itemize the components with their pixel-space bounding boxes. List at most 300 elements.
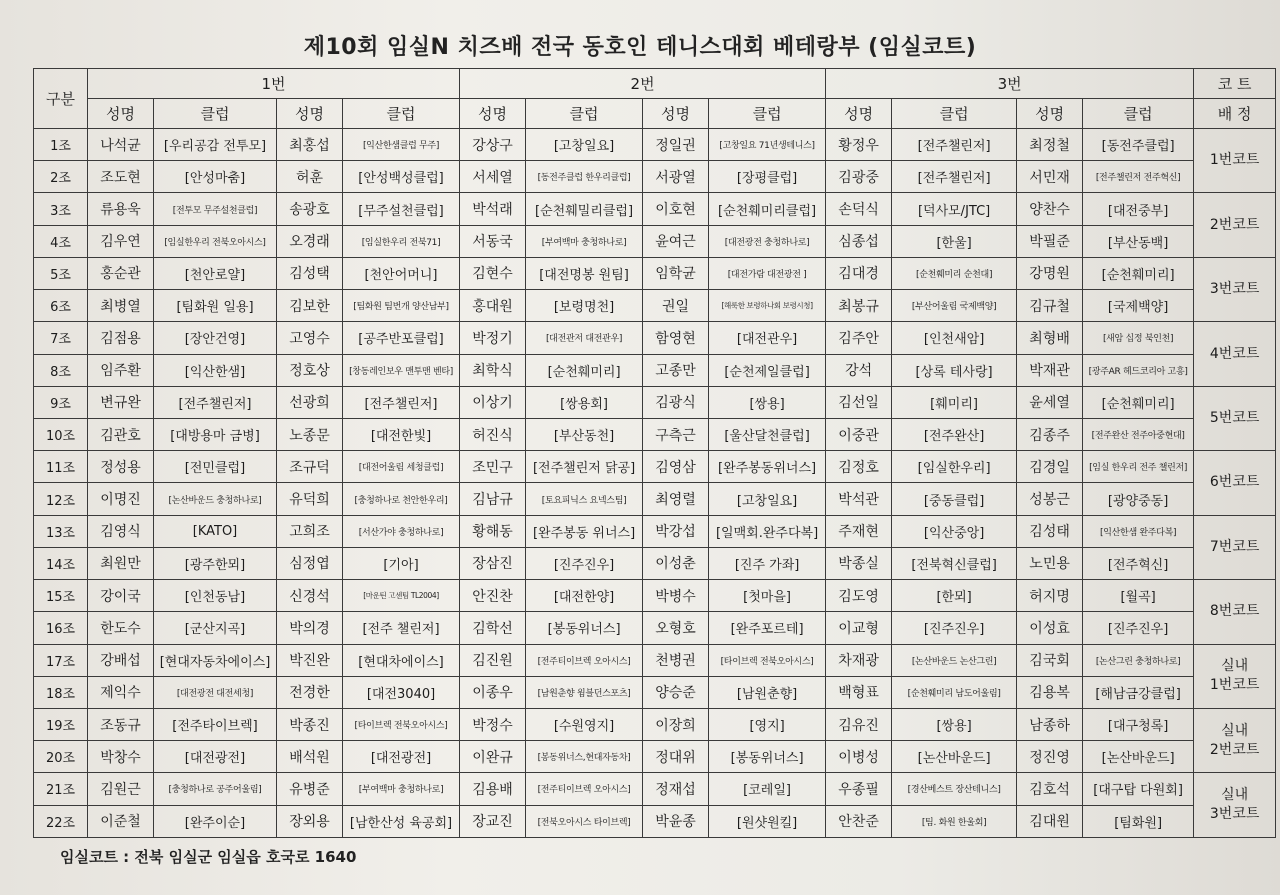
player-name: 이성춘 xyxy=(643,547,709,579)
bracket-table xyxy=(33,68,1276,838)
player-club: [충청하나로 공주어울림] xyxy=(154,773,277,805)
player-club: [안성마춤] xyxy=(154,161,277,193)
group-label: 10조 xyxy=(34,418,88,450)
player-club: [쌍용] xyxy=(709,386,826,418)
group-label: 16조 xyxy=(34,612,88,644)
table-row xyxy=(34,644,1276,676)
player-name: 양찬수 xyxy=(1017,193,1083,225)
player-club: [인천동남] xyxy=(154,580,277,612)
player-name: 최학식 xyxy=(460,354,526,386)
court-label-line: 1번코트 xyxy=(1209,152,1260,169)
player-name: 최병열 xyxy=(88,290,154,322)
player-club: [순천훼미리] xyxy=(1083,257,1194,289)
player-name: 이병성 xyxy=(826,741,892,773)
player-name: 김영식 xyxy=(88,515,154,547)
court-assignment xyxy=(1194,773,1276,838)
group-label: 11조 xyxy=(34,451,88,483)
player-club: [전주챌린저] xyxy=(892,129,1017,161)
player-club: [대방용마 금병] xyxy=(154,418,277,450)
court-assignment xyxy=(1194,257,1276,321)
group-label: 15조 xyxy=(34,580,88,612)
player-name: 강명원 xyxy=(1017,257,1083,289)
court-label-line: 4번코트 xyxy=(1209,345,1260,362)
player-club: [부산동천] xyxy=(526,418,643,450)
player-club: [대구청록] xyxy=(1083,708,1194,740)
court-label-line: 2번코트 xyxy=(1209,216,1260,233)
player-club: [팀. 화원 한울회] xyxy=(892,805,1017,837)
player-club: [대전광전] xyxy=(154,741,277,773)
table-row xyxy=(34,676,1276,708)
table-row xyxy=(34,515,1276,547)
player-club: [임실 한우리 전주 챌린저] xyxy=(1083,451,1194,483)
court-assignment xyxy=(1194,386,1276,450)
player-club: [진주 가좌] xyxy=(709,547,826,579)
player-club: [부여백마 충청하나로] xyxy=(343,773,460,805)
player-name: 한도수 xyxy=(88,612,154,644)
player-name: 김정호 xyxy=(826,451,892,483)
player-club: [대전관우] xyxy=(709,322,826,354)
player-club: [봉동위너스,현대자동차] xyxy=(526,741,643,773)
court-assignment xyxy=(1194,515,1276,579)
player-club: [순천훼미리 순천대] xyxy=(892,257,1017,289)
player-name: 최원만 xyxy=(88,547,154,579)
group-header: 구분 xyxy=(34,69,88,129)
club-column-header: 클럽 xyxy=(709,99,826,129)
court-header-top: 코 트 xyxy=(1194,69,1276,99)
player-club: [보령명천] xyxy=(526,290,643,322)
player-club: [쌍용] xyxy=(892,708,1017,740)
player-name: 심종섭 xyxy=(826,225,892,257)
player-club: [대전광전 충청하나로] xyxy=(709,225,826,257)
player-club: [훼미리] xyxy=(892,386,1017,418)
group-label: 5조 xyxy=(34,257,88,289)
player-name: 이준철 xyxy=(88,805,154,837)
player-club: [순천훼미리 남도어울림] xyxy=(892,676,1017,708)
player-club: [동전주클럽] xyxy=(1083,129,1194,161)
player-name: 강이국 xyxy=(88,580,154,612)
court-label-line: 3번코트 xyxy=(1209,281,1260,298)
player-name: 김호석 xyxy=(1017,773,1083,805)
player-club: [일맥회.완주다복] xyxy=(709,515,826,547)
player-name: 김성택 xyxy=(277,257,343,289)
player-club: [전주타이브렉] xyxy=(154,708,277,740)
player-name: 정대위 xyxy=(643,741,709,773)
table-row xyxy=(34,451,1276,483)
player-name: 고희조 xyxy=(277,515,343,547)
player-club: [공주반포클럽] xyxy=(343,322,460,354)
group-label: 7조 xyxy=(34,322,88,354)
player-name: 서광열 xyxy=(643,161,709,193)
player-name: 김보한 xyxy=(277,290,343,322)
player-name: 최형배 xyxy=(1017,322,1083,354)
court-label-line: 6번코트 xyxy=(1209,474,1260,491)
player-club: [현대차에이스] xyxy=(343,644,460,676)
player-club: [쌍용회] xyxy=(526,386,643,418)
player-club: [대구탑 다원회] xyxy=(1083,773,1194,805)
player-name: 이완규 xyxy=(460,741,526,773)
player-name: 김국회 xyxy=(1017,644,1083,676)
table-row xyxy=(34,418,1276,450)
court-label-line: 7번코트 xyxy=(1209,538,1260,555)
group-label: 9조 xyxy=(34,386,88,418)
player-club: [원샷원킬] xyxy=(709,805,826,837)
table-row xyxy=(34,741,1276,773)
club-column-header: 클럽 xyxy=(526,99,643,129)
player-name: 양승준 xyxy=(643,676,709,708)
player-club: [논산바운드] xyxy=(892,741,1017,773)
player-name: 김영삼 xyxy=(643,451,709,483)
player-club: [부여백마 충청하나로] xyxy=(526,225,643,257)
player-name: 김주안 xyxy=(826,322,892,354)
player-name: 김용배 xyxy=(460,773,526,805)
player-club: [중동클럽] xyxy=(892,483,1017,515)
player-name: 박석관 xyxy=(826,483,892,515)
court-assignment xyxy=(1194,193,1276,257)
player-club: [코레일] xyxy=(709,773,826,805)
player-club: [전주챌린저 닭공] xyxy=(526,451,643,483)
player-club: [완주봉동 위너스] xyxy=(526,515,643,547)
player-club: [덕사모/JTC] xyxy=(892,193,1017,225)
player-name: 허훈 xyxy=(277,161,343,193)
player-club: [광양중동] xyxy=(1083,483,1194,515)
player-club: [익산중앙] xyxy=(892,515,1017,547)
court-label-line: 실내 xyxy=(1221,658,1249,675)
court-assignment xyxy=(1194,708,1276,772)
player-club: [논산그린 충청하나로] xyxy=(1083,644,1194,676)
player-club: [임실한우리 전북71] xyxy=(343,225,460,257)
table-row xyxy=(34,483,1276,515)
court-header-bottom: 배 정 xyxy=(1194,99,1276,129)
player-name: 최영렬 xyxy=(643,483,709,515)
player-club: [고창일요] xyxy=(526,129,643,161)
group-label: 20조 xyxy=(34,741,88,773)
player-name: 손덕식 xyxy=(826,193,892,225)
player-club: [창동레인보우 맨투맨 벤타] xyxy=(343,354,460,386)
group-label: 8조 xyxy=(34,354,88,386)
player-club: [국제백양] xyxy=(1083,290,1194,322)
group-label: 19조 xyxy=(34,708,88,740)
player-club: [광주AR 헤드코리아 고흥] xyxy=(1083,354,1194,386)
player-club: [봉동위너스] xyxy=(709,741,826,773)
name-column-header: 성명 xyxy=(1017,99,1083,129)
court-label-line: 3번코트 xyxy=(1209,806,1260,823)
player-club: [수원영지] xyxy=(526,708,643,740)
section-header-3: 3번 xyxy=(826,69,1194,99)
player-name: 허진식 xyxy=(460,418,526,450)
player-name: 이호현 xyxy=(643,193,709,225)
player-name: 정일권 xyxy=(643,129,709,161)
player-name: 김관호 xyxy=(88,418,154,450)
player-club: [남한산성 육공회] xyxy=(343,805,460,837)
player-name: 강상구 xyxy=(460,129,526,161)
player-name: 정호상 xyxy=(277,354,343,386)
player-club: [한울] xyxy=(892,225,1017,257)
player-club: [인천새암] xyxy=(892,322,1017,354)
player-club: [대전관저 대전관우] xyxy=(526,322,643,354)
court-assignment xyxy=(1194,580,1276,644)
player-name: 서동국 xyxy=(460,225,526,257)
player-club: [진주진우] xyxy=(1083,612,1194,644)
player-club: [광주한뫼] xyxy=(154,547,277,579)
player-club: [서산가야 충청하나로] xyxy=(343,515,460,547)
player-club: [익산한샘 완주다복] xyxy=(1083,515,1194,547)
player-club: [대전한양] xyxy=(526,580,643,612)
court-assignment xyxy=(1194,644,1276,708)
club-column-header: 클럽 xyxy=(343,99,460,129)
player-club: [영지] xyxy=(709,708,826,740)
player-name: 임학균 xyxy=(643,257,709,289)
player-club: [진주진우] xyxy=(892,612,1017,644)
player-name: 박창수 xyxy=(88,741,154,773)
player-club: [대전중부] xyxy=(1083,193,1194,225)
player-name: 김광식 xyxy=(643,386,709,418)
player-name: 천병권 xyxy=(643,644,709,676)
player-club: [논산바운드 논산그린] xyxy=(892,644,1017,676)
player-club: [임실한우리 전북오아시스] xyxy=(154,225,277,257)
table-row xyxy=(34,547,1276,579)
group-label: 1조 xyxy=(34,129,88,161)
player-club: [부산어울림 국제백양] xyxy=(892,290,1017,322)
player-name: 남종하 xyxy=(1017,708,1083,740)
player-club: [월곡] xyxy=(1083,580,1194,612)
player-club: [남원춘향 윔블던스포츠] xyxy=(526,676,643,708)
player-club: [완주봉동위너스] xyxy=(709,451,826,483)
name-column-header: 성명 xyxy=(460,99,526,129)
player-club: [전투모 무주설천클럽] xyxy=(154,193,277,225)
player-name: 유병준 xyxy=(277,773,343,805)
player-name: 박진완 xyxy=(277,644,343,676)
player-name: 이명진 xyxy=(88,483,154,515)
player-name: 김남규 xyxy=(460,483,526,515)
group-label: 2조 xyxy=(34,161,88,193)
player-name: 구측근 xyxy=(643,418,709,450)
player-club: [봉동위너스] xyxy=(526,612,643,644)
player-name: 김진원 xyxy=(460,644,526,676)
player-club: [전주챌린저] xyxy=(892,161,1017,193)
group-label: 18조 xyxy=(34,676,88,708)
table-row xyxy=(34,129,1276,161)
player-club: [우리공감 전투모] xyxy=(154,129,277,161)
player-name: 박병수 xyxy=(643,580,709,612)
player-club: [팀화원 팀번개 양산남부] xyxy=(343,290,460,322)
section-header-1: 1번 xyxy=(88,69,460,99)
player-club: [현대자동차에이스] xyxy=(154,644,277,676)
player-club: [남원춘향] xyxy=(709,676,826,708)
player-name: 전경한 xyxy=(277,676,343,708)
player-club: [순천훼미리클럽] xyxy=(709,193,826,225)
player-name: 주재현 xyxy=(826,515,892,547)
player-club: [장평클럽] xyxy=(709,161,826,193)
player-club: [대전광전 대전세청] xyxy=(154,676,277,708)
player-name: 이교형 xyxy=(826,612,892,644)
player-name: 홍순관 xyxy=(88,257,154,289)
table-row xyxy=(34,805,1276,837)
player-name: 김점용 xyxy=(88,322,154,354)
player-name: 선광희 xyxy=(277,386,343,418)
player-name: 백형표 xyxy=(826,676,892,708)
player-name: 제익수 xyxy=(88,676,154,708)
table-row xyxy=(34,354,1276,386)
group-label: 22조 xyxy=(34,805,88,837)
venue-address: 임실코트 : 전북 임실군 임실읍 호국로 1640 xyxy=(60,848,357,866)
court-assignment xyxy=(1194,322,1276,386)
player-name: 나석균 xyxy=(88,129,154,161)
player-club: [완주포르테] xyxy=(709,612,826,644)
player-name: 유덕희 xyxy=(277,483,343,515)
player-club: [순천훼미리] xyxy=(1083,386,1194,418)
group-label: 6조 xyxy=(34,290,88,322)
player-name: 박종실 xyxy=(826,547,892,579)
player-name: 황정우 xyxy=(826,129,892,161)
player-name: 변규완 xyxy=(88,386,154,418)
player-club: [전주혁신] xyxy=(1083,547,1194,579)
player-name: 고종만 xyxy=(643,354,709,386)
player-name: 김도영 xyxy=(826,580,892,612)
player-name: 최홍섭 xyxy=(277,129,343,161)
player-name: 박종진 xyxy=(277,708,343,740)
player-name: 정성용 xyxy=(88,451,154,483)
player-name: 김대원 xyxy=(1017,805,1083,837)
player-club: [순천훼밀리클럽] xyxy=(526,193,643,225)
player-name: 권일 xyxy=(643,290,709,322)
player-club: [전주 챌린저] xyxy=(343,612,460,644)
bracket-body xyxy=(34,129,1276,838)
player-name: 송광호 xyxy=(277,193,343,225)
player-name: 이상기 xyxy=(460,386,526,418)
player-name: 류용욱 xyxy=(88,193,154,225)
club-column-header: 클럽 xyxy=(154,99,277,129)
player-club: [무주설천클럽] xyxy=(343,193,460,225)
player-club: [완주이순] xyxy=(154,805,277,837)
player-club: [천안로얄] xyxy=(154,257,277,289)
player-club: [부산동백] xyxy=(1083,225,1194,257)
player-club: [토요피닉스 요넥스팀] xyxy=(526,483,643,515)
player-name: 이장희 xyxy=(643,708,709,740)
player-name: 조민구 xyxy=(460,451,526,483)
player-club: [대전가람 대전광전 ] xyxy=(709,257,826,289)
player-name: 박강섭 xyxy=(643,515,709,547)
table-row xyxy=(34,290,1276,322)
player-name: 김우연 xyxy=(88,225,154,257)
player-club: [마운틴 고센팀 TL2004] xyxy=(343,580,460,612)
court-label-line: 8번코트 xyxy=(1209,603,1260,620)
player-club: [첫마을] xyxy=(709,580,826,612)
player-club: [익산한샘클럽 무주] xyxy=(343,129,460,161)
player-name: 신경석 xyxy=(277,580,343,612)
player-club: [대전광전] xyxy=(343,741,460,773)
player-club: [임실한우리] xyxy=(892,451,1017,483)
player-club: [전주완산] xyxy=(892,418,1017,450)
player-club: [해남금강클럽] xyxy=(1083,676,1194,708)
player-club: [팀화원] xyxy=(1083,805,1194,837)
player-name: 성봉근 xyxy=(1017,483,1083,515)
player-club: [대전명봉 원팀] xyxy=(526,257,643,289)
name-column-header: 성명 xyxy=(826,99,892,129)
court-label-line: 2번코트 xyxy=(1209,741,1260,758)
table-row xyxy=(34,580,1276,612)
player-name: 안찬준 xyxy=(826,805,892,837)
player-name: 박재관 xyxy=(1017,354,1083,386)
group-label: 4조 xyxy=(34,225,88,257)
player-club: [대전3040] xyxy=(343,676,460,708)
player-club: [경산베스트 장산테니스] xyxy=(892,773,1017,805)
player-club: [전북혁신클럽] xyxy=(892,547,1017,579)
player-club: [순천제일클럽] xyxy=(709,354,826,386)
player-name: 조규덕 xyxy=(277,451,343,483)
player-club: [군산지곡] xyxy=(154,612,277,644)
player-name: 황해동 xyxy=(460,515,526,547)
player-name: 김종주 xyxy=(1017,418,1083,450)
player-club: [동전주클럽 한우리클럽] xyxy=(526,161,643,193)
player-name: 김학선 xyxy=(460,612,526,644)
player-name: 박정수 xyxy=(460,708,526,740)
player-name: 김원근 xyxy=(88,773,154,805)
player-name: 김대경 xyxy=(826,257,892,289)
player-name: 정진영 xyxy=(1017,741,1083,773)
player-name: 윤세열 xyxy=(1017,386,1083,418)
player-club: [대전한빛] xyxy=(343,418,460,450)
court-label-line: 1번코트 xyxy=(1209,677,1260,694)
player-club: [고창일요 71년생테니스] xyxy=(709,129,826,161)
player-name: 박윤종 xyxy=(643,805,709,837)
player-name: 노민용 xyxy=(1017,547,1083,579)
player-club: [고창일요] xyxy=(709,483,826,515)
player-club: [새암 십정 북인천] xyxy=(1083,322,1194,354)
player-name: 허지명 xyxy=(1017,580,1083,612)
player-club: [안성백성클럽] xyxy=(343,161,460,193)
table-row xyxy=(34,322,1276,354)
player-name: 조도현 xyxy=(88,161,154,193)
player-name: 박필준 xyxy=(1017,225,1083,257)
player-name: 홍대원 xyxy=(460,290,526,322)
player-club: [순천훼미리] xyxy=(526,354,643,386)
court-label-line: 실내 xyxy=(1221,787,1249,804)
player-name: 장외용 xyxy=(277,805,343,837)
player-name: 차재광 xyxy=(826,644,892,676)
table-row xyxy=(34,773,1276,805)
player-name: 배석원 xyxy=(277,741,343,773)
player-club: [전주챌린저] xyxy=(343,386,460,418)
name-column-header: 성명 xyxy=(88,99,154,129)
player-name: 안진찬 xyxy=(460,580,526,612)
table-row xyxy=(34,708,1276,740)
player-club: [전주티이브렉 오아시스] xyxy=(526,773,643,805)
player-name: 박석래 xyxy=(460,193,526,225)
player-name: 김광중 xyxy=(826,161,892,193)
player-name: 최정철 xyxy=(1017,129,1083,161)
player-name: 정재섭 xyxy=(643,773,709,805)
player-name: 이중관 xyxy=(826,418,892,450)
player-club: [전민클럽] xyxy=(154,451,277,483)
group-label: 21조 xyxy=(34,773,88,805)
player-name: 최봉규 xyxy=(826,290,892,322)
player-club: [타이브렉 전북오아시스] xyxy=(343,708,460,740)
name-column-header: 성명 xyxy=(277,99,343,129)
table-row xyxy=(34,225,1276,257)
player-name: 김용복 xyxy=(1017,676,1083,708)
player-name: 장삼진 xyxy=(460,547,526,579)
court-assignment xyxy=(1194,129,1276,193)
group-label: 13조 xyxy=(34,515,88,547)
player-name: 김유진 xyxy=(826,708,892,740)
player-club: [전주챌린저] xyxy=(154,386,277,418)
player-name: 강석 xyxy=(826,354,892,386)
player-club: [해룩한 보령하나회 보령시청] xyxy=(709,290,826,322)
player-name: 고영수 xyxy=(277,322,343,354)
player-name: 이종우 xyxy=(460,676,526,708)
player-club: [익산한샘] xyxy=(154,354,277,386)
player-club: [전주완산 전주아중현대] xyxy=(1083,418,1194,450)
